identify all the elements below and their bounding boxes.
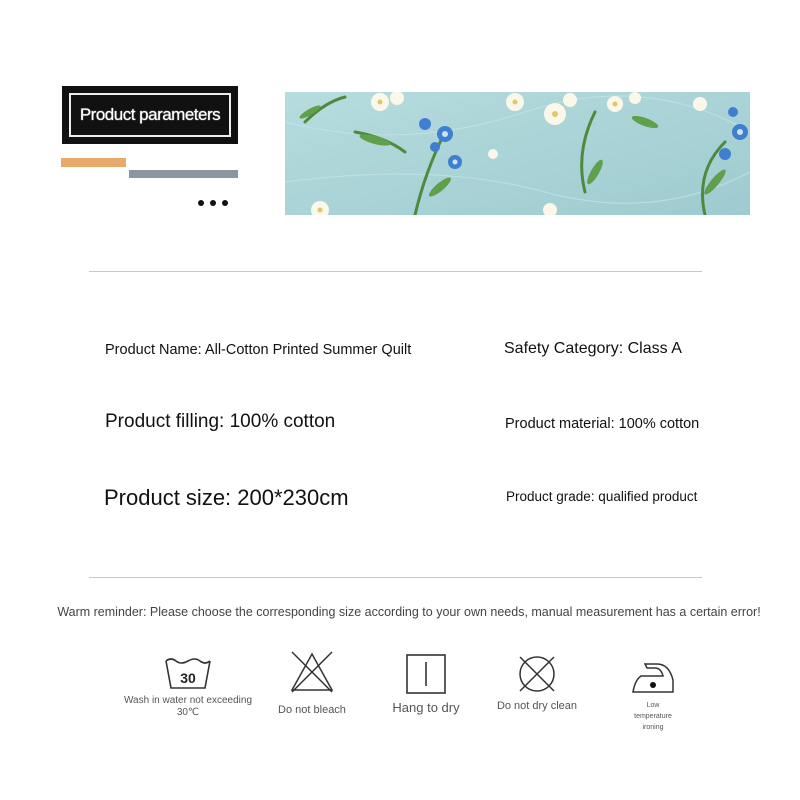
care-label-wash: Wash in water not exceeding 30℃ bbox=[123, 695, 253, 718]
accent-bar-gray bbox=[129, 170, 238, 178]
section-title: Product parameters bbox=[69, 93, 231, 137]
care-item-dry-clean bbox=[494, 654, 580, 713]
divider-bottom bbox=[89, 577, 702, 578]
care-label-bleach: Do not bleach bbox=[278, 704, 346, 716]
care-item-wash bbox=[118, 655, 258, 719]
ellipsis-dots-icon bbox=[198, 196, 240, 210]
accent-bar-orange bbox=[61, 158, 126, 167]
hang-dry-icon bbox=[406, 654, 446, 694]
divider-top bbox=[89, 271, 702, 272]
care-item-bleach bbox=[270, 650, 354, 717]
care-label-hang-dry: Hang to dry bbox=[392, 700, 460, 715]
section-title-box bbox=[62, 86, 238, 144]
param-product-grade: Product grade: qualified product bbox=[506, 489, 698, 504]
do-not-bleach-icon bbox=[288, 650, 336, 694]
param-product-size: Product size: 200*230cm bbox=[104, 485, 349, 510]
param-safety-category: Safety Category: Class A bbox=[504, 340, 682, 357]
low-temp-iron-icon bbox=[631, 658, 675, 696]
param-product-name: Product Name: All-Cotton Printed Summer Quilt bbox=[105, 342, 412, 358]
warm-reminder: Warm reminder: Please choose the corresponding size according to your own needs, manual measurement has a certain error! bbox=[57, 605, 761, 619]
param-product-material: Product material: 100% cotton bbox=[505, 416, 700, 432]
care-label-dry-clean: Do not dry clean bbox=[496, 700, 578, 712]
svg-text:30: 30 bbox=[180, 670, 196, 686]
care-item-hang-dry bbox=[384, 654, 468, 716]
do-not-dry-clean-icon bbox=[517, 654, 557, 694]
care-label-iron: Low temperature ironing bbox=[634, 702, 672, 732]
fabric-print-image bbox=[285, 92, 750, 215]
care-item-iron bbox=[618, 658, 688, 734]
param-product-filling: Product filling: 100% cotton bbox=[105, 411, 336, 432]
wash-30-icon bbox=[163, 655, 213, 691]
